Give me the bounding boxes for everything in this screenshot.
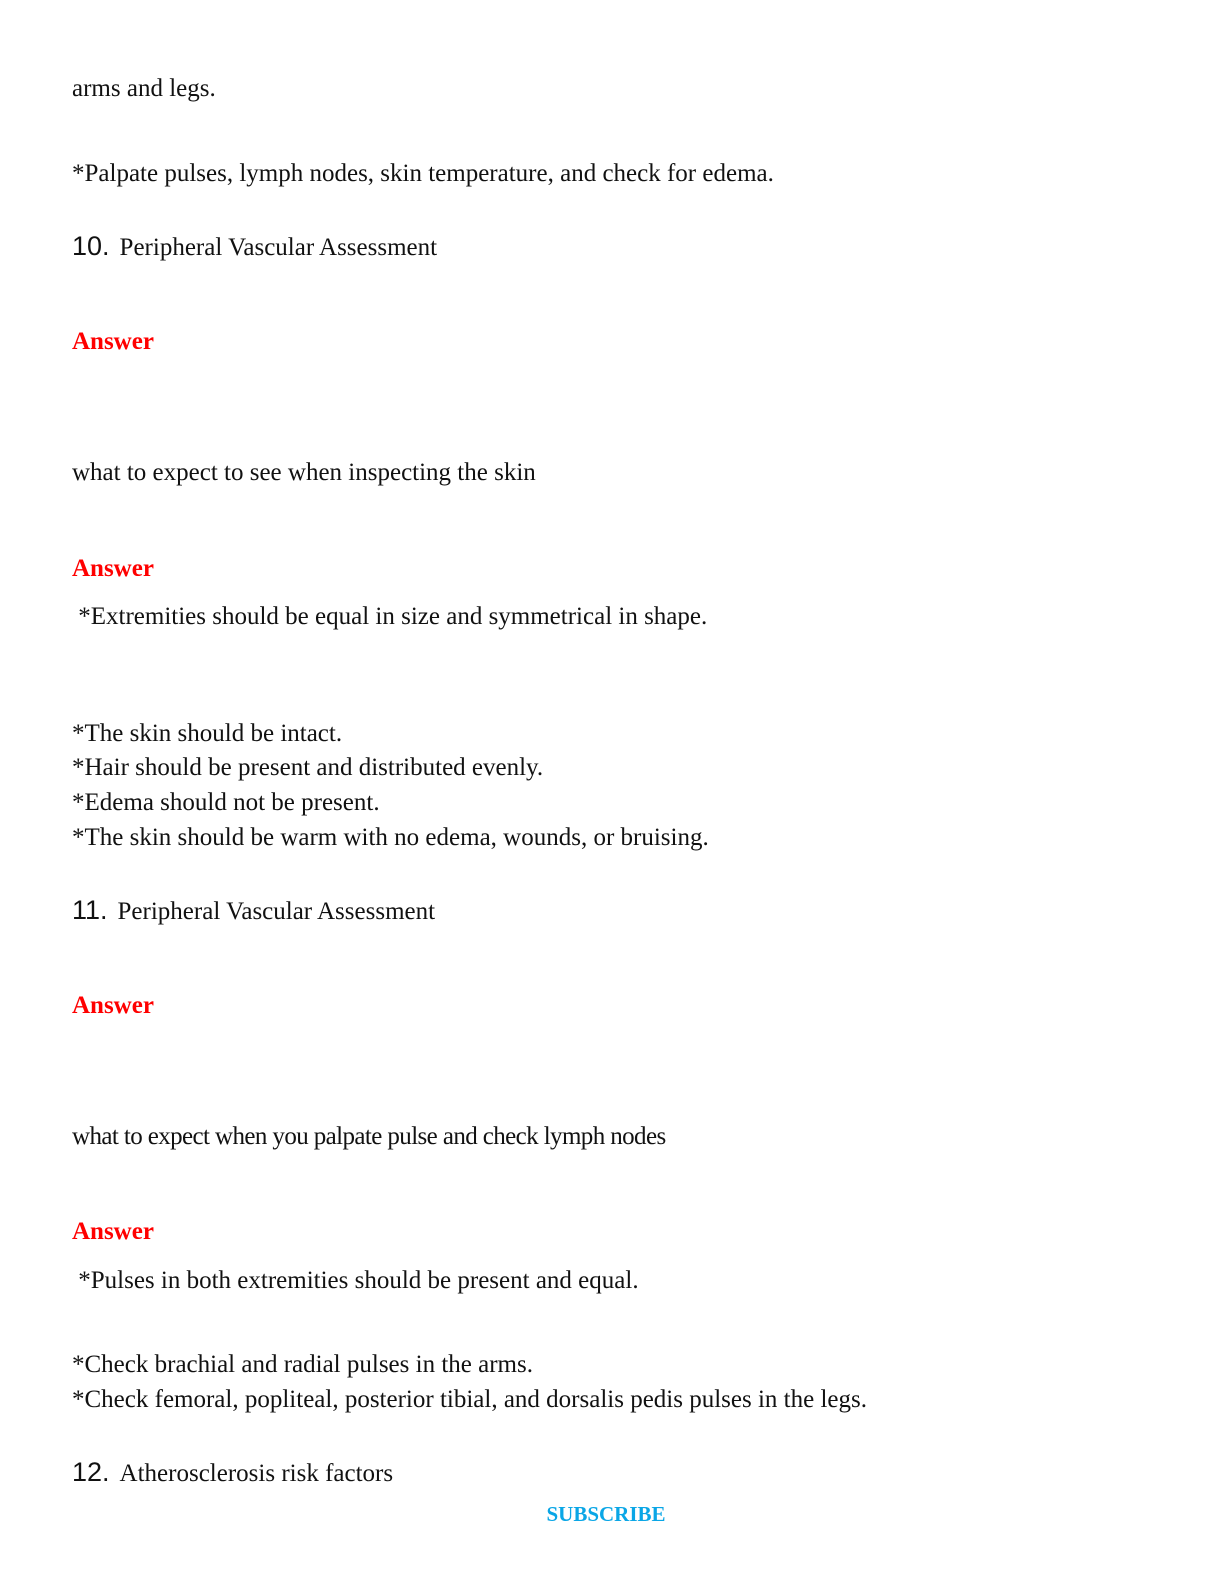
text-line: *Edema should not be present. [72, 789, 380, 816]
question-12 [72, 1457, 393, 1489]
question-number: 11. [72, 895, 108, 925]
text-line: *Check femoral, popliteal, posterior tibial, and dorsalis pedis pulses in the legs. [72, 1386, 867, 1413]
text-line: *Hair should be present and distributed evenly. [72, 754, 544, 781]
text-line: arms and legs. [72, 75, 216, 102]
question-number: 10. [72, 231, 110, 261]
question-11 [72, 895, 435, 927]
text-line: *The skin should be intact. [72, 720, 343, 747]
question-10 [72, 231, 437, 263]
text-line: *The skin should be warm with no edema, wounds, or bruising. [72, 824, 709, 851]
question-title: Peripheral Vascular Assessment [117, 898, 436, 925]
question-title: Atherosclerosis risk factors [119, 1460, 394, 1487]
text-line: what to expect to see when inspecting the skin [72, 459, 536, 486]
answer-label: Answer [72, 992, 154, 1019]
text-line: *Extremities should be equal in size and symmetrical in shape. [72, 603, 708, 630]
text-line: *Pulses in both extremities should be present and equal. [72, 1267, 639, 1294]
answer-label: Answer [72, 328, 154, 355]
question-title: Peripheral Vascular Assessment [119, 234, 438, 261]
subscribe-link[interactable]: SUBSCRIBE [546, 1502, 666, 1526]
answer-label: Answer [72, 1218, 154, 1245]
text-line: *Check brachial and radial pulses in the arms. [72, 1351, 533, 1378]
answer-label: Answer [72, 555, 154, 582]
text-line: what to expect when you palpate pulse and check lymph nodes [72, 1123, 666, 1150]
question-number: 12. [72, 1457, 110, 1487]
text-line: *Palpate pulses, lymph nodes, skin temperature, and check for edema. [72, 160, 774, 187]
